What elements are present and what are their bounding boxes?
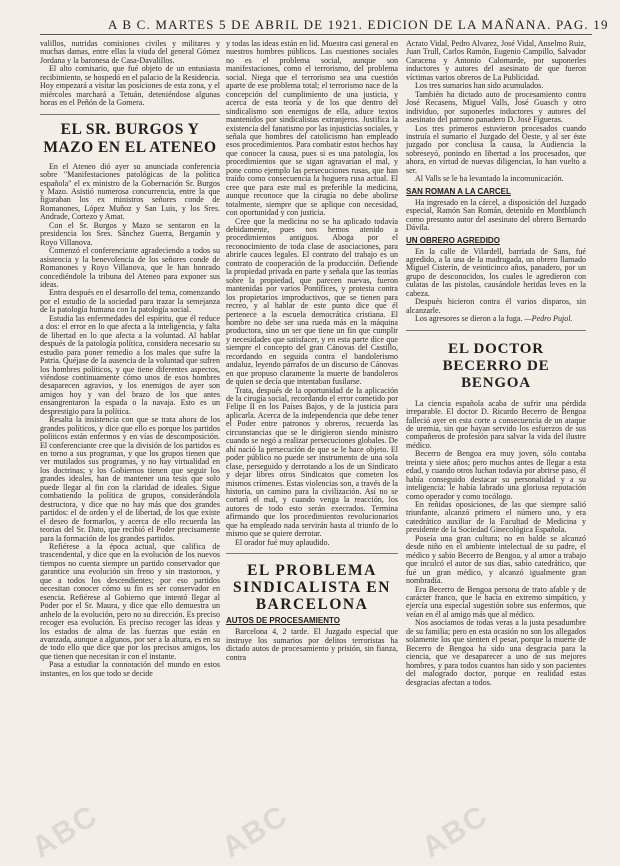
paragraph: y todas las ideas están en lid. Muestra casi general en nuestros hombres públicos. Las cuestiones sociales no es el problema social, aunque son manifestaciones, como el terrorismo, del problema social. Niega que el terrorismo sea una cuestión aparte de ese problema total; el terrorismo nace de la concepción del cumplimiento de una justicia, y acerca de esta teoría y de los que dentro del sindicalismo son enemigos de ella, aduce textos mantenidos por sindicalistas extranjeros. Justifica la existencia del fanatismo por las injusticias sociales, y señala que hombres del catolicismo han empleado esos procedimientos. Para combatir estos hechos hay que conocer la causa, pues si es una patología, los procedimientos que se sigan agravarían el mal, y pone como ejemplo las persecuciones rusas, que han traído como consecuencia la hoguera rusa actual. El cree que para este mal es preferible la medicina, aunque reconoce que la cirugía no debe abolirse totalmente, siempre que se aplique con necesidad, con oportunidad y con justicia. bbox=[226, 40, 398, 218]
fuga-text: Los agresores se dieron a la fuga. bbox=[415, 314, 523, 324]
paragraph: Ha ingresado en la cárcel, a disposición del Juzgado especial, Ramón San Román, detenido en Montblanch como presunto autor del asesinato del obrero Bernardo Dávila. bbox=[406, 197, 586, 233]
paragraph: Pasa a estudiar la connotación del mundo en estos instantes, en los que todo se decide bbox=[40, 660, 220, 678]
header-rule bbox=[40, 34, 592, 35]
column-2 bbox=[226, 40, 398, 862]
column-3 bbox=[406, 40, 586, 862]
watermark-logo: ABC bbox=[26, 798, 105, 865]
watermark-logo: ABC bbox=[216, 798, 295, 865]
article-headline-becerro: EL DOCTOR BECERRO DE BENGOA bbox=[442, 340, 550, 391]
paragraph: Cree que la medicina no se ha aplicado todavía debidamente, pues nos hemos atenido a procedimientos antiguos. Aboga por el reconocimiento de toda clase de asociaciones, para abrirle cauces legales. El contrato del trabajo es un contrato de cooperación de la producción. Defiende la propiedad privada en parte y señala que las teorías sobre la propiedad, que parecen nuevas, fueron mantenidas por varios Pontífices, y protesta contra los propietarios improductivos, que se tienen para recreo, y al hablar de este punto dice que él pertenece a la escuela democrática cristiana. El hombre no debe ser una rueda más en la máquina productora, sino un ser que tiene un fin que cumplir y necesidades que satisfacer, y en esta parte dice que siempre el concepto del gran Cánovas del Castillo, recordando en seguida contra el bandolerismo andaluz, leyendo párrafos de un discurso de Cánovas en que propuso claramente la muerte de bandoleros de quien se decía que intentaban fusilarse. bbox=[226, 216, 398, 387]
paragraph: Becerro de Bengoa era muy joven, sólo contaba treinta y siete años; pero muchos antes de llegar a esta edad, y cuando otros luchan todavía por abrirse paso, él había conseguido destacar su personalidad y a su inteligencia: le había labrado una gloriosa reputación como operador y como tocólogo. bbox=[406, 449, 586, 501]
article-headline-sindicalista: EL PROBLEMA SINDICALISTA EN BARCELONA bbox=[233, 562, 391, 614]
paragraph: En la calle de Vilardell, barriada de Sans, fué agredido, a la una de la madrugada, un obrero llamado Miguel Cisterín, de veinticinco años, panadero, por un grupo de desconocidos, los cuales le agredieron con culatas de las pistolas, causándole heridas leves en la cabeza. bbox=[406, 246, 586, 298]
subheading-san-roman: SAN ROMAN A LA CARCEL bbox=[406, 186, 511, 196]
divider bbox=[406, 330, 586, 331]
paragraph: Con el Sr. Burgos y Mazo se sentaron en la presidencia los Sres. Sánchez Guerra, Bergamín y Royo Villanova. bbox=[40, 220, 220, 247]
divider bbox=[226, 553, 398, 554]
column-1 bbox=[40, 40, 220, 862]
paragraph: La ciencia española acaba de sufrir una pérdida irreparable. El doctor D. Ricardo Becerro de Bengoa falleció ayer en esta corte a consecuencia de un ataque de uremia, sin que hayan servido los esfuerzos de sus compañeros de profesión para salvar la vida del ilustre médico. bbox=[406, 398, 586, 450]
paragraph: En el Ateneo dió ayer su anunciada conferencia sobre "Manifestaciones patológicas de la política española" el ex ministro de la Gobernación Sr. Burgos y Mazo. Asistió numerosa concurrencia, entre la que figuraban los ex ministros señores conde de Romanones, López Muñoz y San Luis, y los Sres. Andrade, Cortezo y Amat. bbox=[40, 161, 220, 222]
paragraph: El orador fué muy aplaudido. bbox=[235, 537, 330, 547]
paragraph: valillos, nutridas comisiones civiles y militares y muchas damas, entre ellas la viuda del general Gómez Jordana y la baronesa de Casa-Davalillos. bbox=[40, 40, 220, 65]
paragraph: Después hicieron contra él varios disparos, sin alcanzarle. bbox=[406, 297, 586, 315]
paragraph: Comenzó el conferenciante agradeciendo a todos su asistencia y la benevolencia de los señores conde de Romanones y Royo Villanova, que le han honrado concediéndole la tribuna del Ateneo para exponer sus ideas. bbox=[40, 246, 220, 289]
paragraph: Acrato Vidal, Pedro Alvarez, José Vidal, Anselmo Ruiz, Juan Trull, Carlos Ramón, Eugenio Campillo, Salvador Caracena y Antonio Calomarde, por suponerles inductores y autores del asesinato de que fueron víctimas varios obreros de La Publicidad. bbox=[406, 40, 586, 82]
paragraph: Estudia las enfermedades del espíritu, que él reduce a dos: el error en lo que afecta a la inteligencia, y falta de libertad en lo que afecta a la voluntad. Al hablar después de la patología política, considera necesario su estudio para poner remedio a los males que sufre la Patria. Quéjase de la ausencia de la voluntad que sufren los hombres políticos, y que tiene diferentes aspectos, viéndose continuamente cómo unos de esos hombres desaparecen agravios, y los enemigos de ayer son amigos hoy y van del brazo de los que antes ensangrentaron la espada o la navaja. Esto es un desprestigio para la política. bbox=[40, 313, 220, 416]
paragraph: Al Valls se le ha levantado la incomunicación. bbox=[415, 174, 564, 184]
page-header bbox=[0, 0, 620, 40]
paragraph bbox=[406, 315, 586, 323]
subheading-obrero: UN OBRERO AGREDIDO bbox=[406, 235, 500, 245]
paragraph: También ha dictado auto de procesamiento contra José Recasens, Miguel Valls, José Guasch y otro individuo, por suponerles inductores y autores del asesinato del patrono panadero D. José Figueras. bbox=[406, 89, 586, 125]
paragraph: Nos asociamos de todas veras a la justa pesadumbre de su familia; pero en esta ocasión no son los allegados solamente los que sienten el pesar, porque la muerte de Becerro de Bengoa ha sido una desgracia para la ciencia, que ve desaparecer a uno de sus mejores hombres, y para todos cuantos han sido y son pacientes del malogrado doctor, porque en realidad estas desgracias afectan a todos. bbox=[406, 618, 586, 687]
paragraph: Poseía una gran cultura; no en balde se alcanzó desde niño en el ambiente intelectual de su padre, el médico y sabio Becerro de Bengoa, y al amor a trabajo que inculcó el autor de sus días, sabio catedrático, que fué un gran médico, y alcanzó igualmente gran nombradía. bbox=[406, 533, 586, 586]
paragraph: Entra después en el desarrollo del tema, comenzando por el estudio de la sociedad para trazar la semejanza de la patología humana con la patología social. bbox=[40, 288, 220, 315]
paragraph: El alto comisario, que fué objeto de un entusiasta recibimiento, se hospedó en el palacio de la Residencia. Hoy empezará a visitar las posiciones de esta zona, y el miércoles marchará a Tetuán, deteniéndose algunas horas en el Peñón de la Gomera. bbox=[40, 64, 220, 108]
paragraph: Era Becerro de Bengoa persona de trato afable y de carácter franco, que le hacía en extremo simpático, y ejercía una especial sugestión sobre sus enfermos, que veían en él al amigo más que al médico. bbox=[406, 584, 586, 619]
paragraph: En reñidas oposiciones, de las que siempre salió triunfante, alcanzó primero el número uno, y era catedrático auxiliar de la Facultad de Medicina y presidente de la Sociedad Ginecológica Española. bbox=[406, 500, 586, 535]
divider bbox=[40, 114, 220, 115]
page-header-text: A B C. MARTES 5 DE ABRIL DE 1921. EDICION DE LA MAÑANA. PAG. 19 bbox=[108, 17, 609, 32]
paragraph: Los tres sumarios han sido acumulados. bbox=[415, 81, 544, 91]
paragraph: Refiérese a la época actual, que califica de trascendental, y dice que en la evolución de los nuevos tiempos no cuenta siempre un partido conservador que garantice una evolución sin freno y sin trastornos, y que a todos los descendientes; por eso partidos necesitan conocer cómo su fin es ser conservador en esencia. Refiérese al Gobierno que intentó llegar al Poder por el Sr. Maura, y dice que ello demuestra un anhelo de la evolución, pero no su dirección. Es preciso recoger esa evolución. Es preciso recoger las ideas y los estados de alma de las fuerzas que están en avanzada, aunque a algunos, por ser a la altura, es en su de todo ello que dice que por los precisos amigos, los que tienen que necesitan ir con el instante. bbox=[40, 542, 220, 661]
paragraph: Los tres primeros estuvieron procesados cuando instruía el sumario el Juzgado del Oeste, y al ser éste juzgado por conclusa la causa, la Audiencia la sobreseyó, ponindo en libertad a los procesados, que ahora, en virtud de nuevas diligencias, lo han vuelto a ser. bbox=[406, 123, 586, 175]
signature: —Pedro Pujol. bbox=[524, 314, 573, 324]
subheading-autos: AUTOS DE PROCESAMIENTO bbox=[226, 616, 340, 626]
watermark-logo: ABC bbox=[416, 798, 495, 865]
paragraph: Resalta la insistencia con que se trata ahora de los grandes políticos, y dice que ello es porque los partidos políticos están enfermos y en vías de descomposición. El conferenciante cree que la división de los partidos es en torno a sus programas, y que los grupos tienen que ver mutilados sus programas, y no hay virtualidad en los doctrinas; y los Gobiernos tienen que seguir los grandes ideales, han de mantener una tesis que solo puede llegar al fin con la claridad de ideales. Sigue combatiendo la política de grupos, considerándola destructora, y dice que no hay más que dos grandes partidos: el de orden y el de libertad, de los que existe el deseo de formarlos, y acerca de ello recuerda las teorías del Sr. Dato, que recibió el Poder precisamente para la formación de los grandes partidos. bbox=[40, 415, 220, 543]
paragraph: Barcelona 4, 2 tarde. El Juzgado especial que instruye los sumarios por delitos terroristas ha dictado autos de procesamiento y prisión, sin fianza, contra bbox=[226, 627, 398, 662]
article-headline-burgos: EL SR. BURGOS Y MAZO EN EL ATENEO bbox=[43, 120, 217, 156]
paragraph: Trata, después de la oportunidad de la aplicación de la cirugía social, recordando el error cometido por Felipe II en los Países Bajos, y de la justicia para aplicarla. Acerca de la independencia que debe tener el Poder entre patronos y obreros, recuerda las circunstancias que se le dirigieron siendo ministro cuando se negó a realizar persecuciones globales. De ahí nació la persecución de que se le hace objeto. El poder público no puede ser instrumento de una sola clase, perseguido y derrotando a los de un Sindicato y dejar libres otros Sindicatos que cometen los mismos crímenes. Estas violencias son, a través de la historia, un camino para la civilización. Así no se cortará el mal, y cuando venga la reacción, los autores de todo esto serán execrados. Termina afirmando que los procedimientos revolucionarios que ha empleado nada servirán hasta al triunfo de lo mismo que se quiere derrotar. bbox=[226, 385, 398, 539]
